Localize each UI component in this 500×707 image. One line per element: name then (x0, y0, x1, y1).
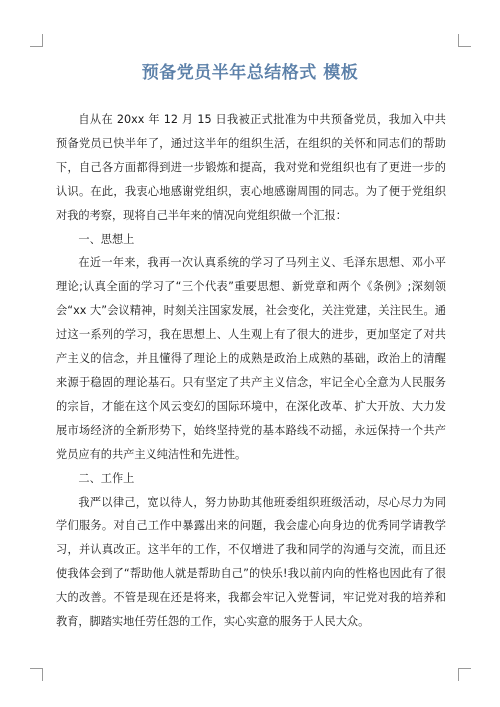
section-heading-work: 二、工作上 (78, 471, 135, 485)
document-body (56, 108, 446, 634)
thought-paragraph: 在近一年来，我再一次认真系统的学习了马列主义、毛泽东思想、邓小平理论;认真全面的学习了“三个代表”重要思想、新党章和两个《条例》;深刻领会“xx 大”会议精神，时刻关注国家发展，社会变化，关注党建，关注民生。通过这一系列的学习，我在思想上、人生观上有了很大的进步，更加坚定了对共产主义的信念，并且懂得了理论上的成熟是政治上成熟的基础，政治上的清醒来源于稳固的理论基石。只有坚定了共产主义信念，牢记全心全意为人民服务的宗旨，才能在这个风云变幻的国际环境中，在深化改革、扩大开放、大力发展市场经济的全新形势下，始终坚持党的基本路线不动摇，永远保持一个共产党员应有的共产主义纯洁性和先进性。 (56, 256, 446, 461)
section-heading-thought: 一、思想上 (78, 232, 135, 246)
intro-paragraph: 自从在 20xx 年 12 月 15 日我被正式批准为中共预备党员，我加入中共预备党员已快半年了，通过这半年的组织生活，在组织的关怀和同志们的帮助下，自己各方面都得到进一步锻炼和提高，我对党和党组织也有了更进一步的认识。在此，我衷心地感谢党组织，衷心地感谢周围的同志。为了便于党组织对我的考察，现将自己半年来的情况向党组织做一个汇报： (56, 113, 446, 222)
document-title: 预备党员半年总结格式 模板 (141, 63, 359, 83)
crop-mark-bottom-left (30, 668, 43, 681)
work-paragraph: 我严以律己，宽以待人，努力协助其他班委组织班级活动，尽心尽力为同学们服务。对自己工作中暴露出来的问题，我会虚心向身边的优秀同学请教学习，并认真改正。这半年的工作，不仅增进了我和同学的沟通与交流，而且还使我体会到了“帮助他人就是帮助自己”的快乐!我以前内向的性格也因此有了很大的改善。不管是现在还是将来，我都会牢记入党誓词，牢记党对我的培养和教育，脚踏实地任劳任怨的工作，实心实意的服务于人民大众。 (56, 495, 446, 629)
crop-mark-top-left (30, 34, 43, 47)
crop-mark-bottom-right (458, 668, 471, 681)
crop-mark-top-right (458, 34, 471, 47)
